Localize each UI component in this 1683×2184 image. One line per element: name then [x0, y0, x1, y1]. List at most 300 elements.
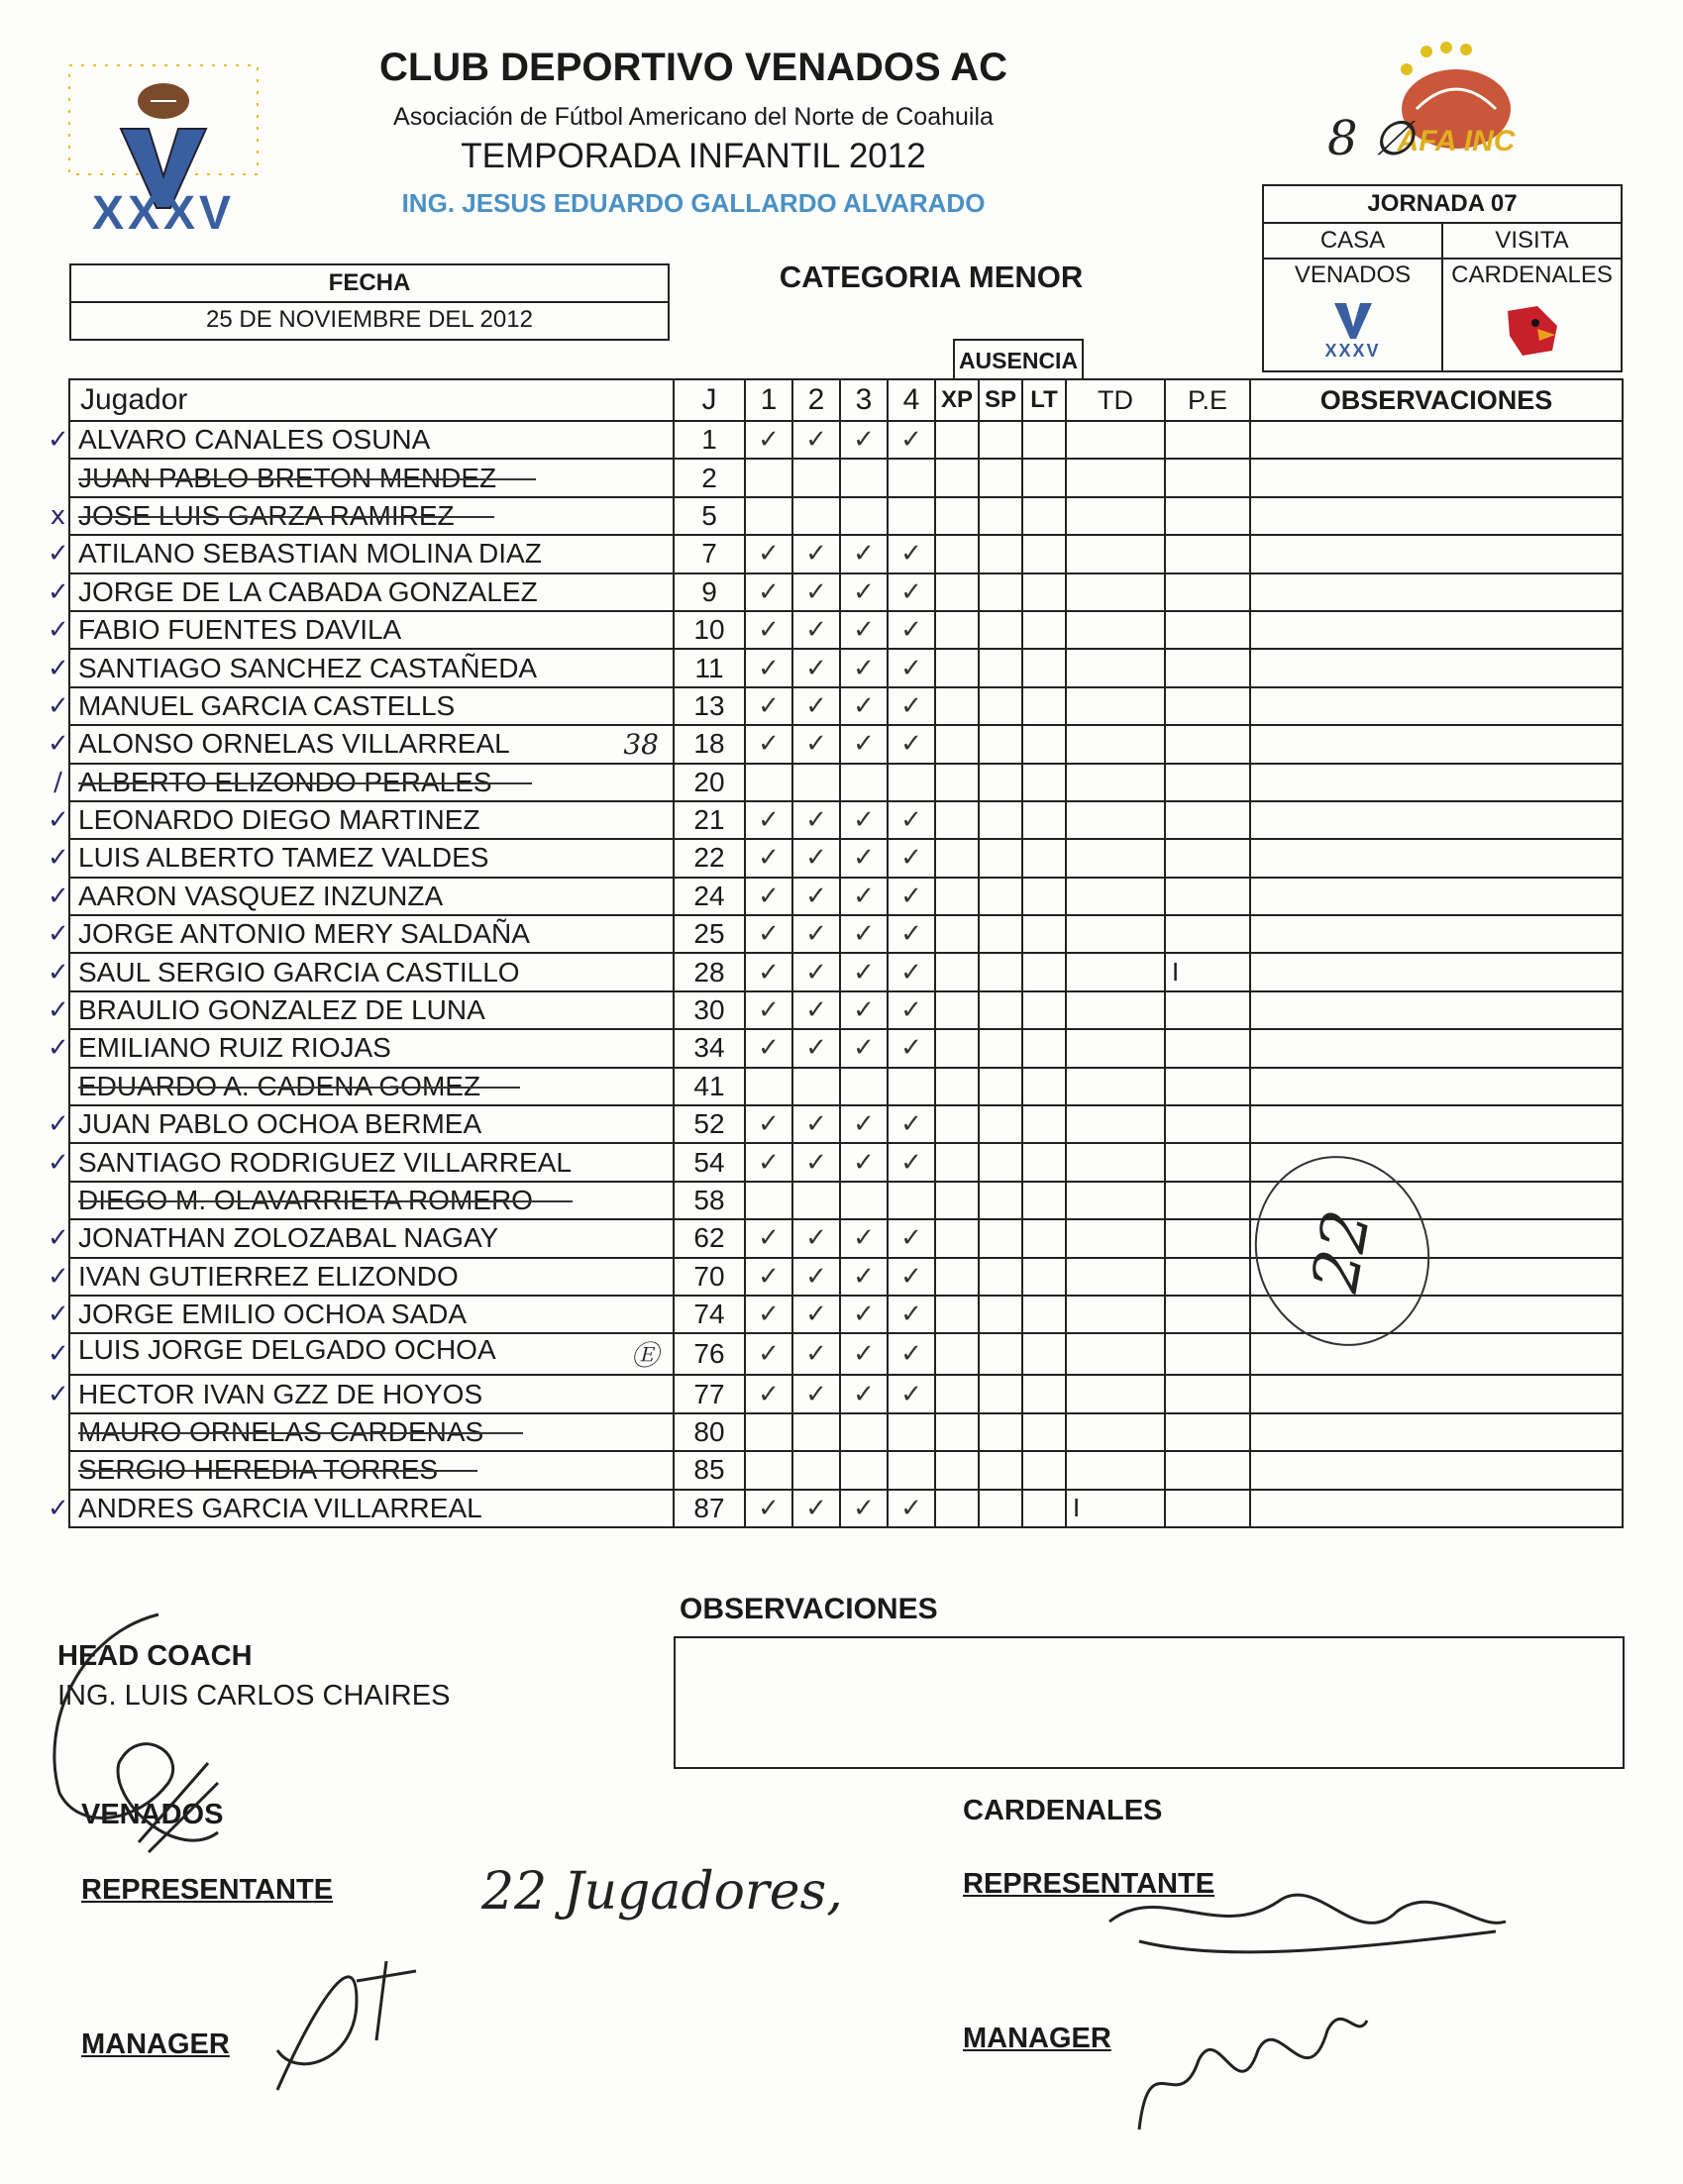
player-name: [69, 801, 674, 839]
header-q3: 3: [840, 379, 888, 421]
observaciones-box: [674, 1636, 1625, 1769]
margin-mark-text: ✓: [48, 729, 69, 760]
td-cell: [1066, 649, 1165, 686]
player-number: [674, 1029, 745, 1067]
observaciones-cell: [1250, 1068, 1623, 1105]
quarter-3-check: [840, 878, 888, 915]
player-number-text: 24: [693, 880, 725, 911]
player-name-text: JUAN PABLO OCHOA BERMEA: [78, 1108, 482, 1140]
quarter-1-check-text: ✓: [758, 881, 780, 911]
jornada-title: JORNADA 07: [1367, 190, 1518, 217]
player-number-text: 9: [701, 575, 717, 607]
pe-cell: [1165, 535, 1250, 572]
quarter-1-check: [745, 1375, 792, 1412]
quarter-1-check: [745, 611, 792, 649]
player-name: [69, 764, 674, 801]
xp-cell: [935, 1258, 979, 1296]
quarter-3-check: [840, 1143, 888, 1181]
player-name-text: SANTIAGO RODRIGUEZ VILLARREAL: [78, 1146, 572, 1178]
quarter-4-check-text: ✓: [900, 1493, 922, 1523]
margin-mark: [48, 1296, 69, 1333]
quarter-1-check: [745, 1143, 792, 1181]
player-number: [674, 801, 745, 839]
player-number-text: 7: [701, 538, 717, 570]
margin-mark: [48, 1375, 69, 1412]
quarter-1-check: [745, 764, 792, 801]
player-name-text: HECTOR IVAN GZZ DE HOYOS: [78, 1378, 483, 1409]
td-cell: [1066, 1451, 1165, 1489]
player-number: [674, 1143, 745, 1181]
margin-mark-text: ✓: [48, 1261, 69, 1292]
observaciones-cell: [1250, 687, 1623, 725]
handwritten-note: Ⓔ: [630, 1339, 659, 1373]
pe-cell: [1165, 1219, 1250, 1257]
quarter-1-check: [745, 1451, 792, 1489]
lt-cell: [1022, 611, 1066, 649]
xp-cell: [935, 991, 979, 1029]
player-number: [674, 764, 745, 801]
sp-cell: [979, 878, 1022, 915]
margin-mark: [48, 953, 69, 990]
quarter-4-check: [888, 1029, 935, 1067]
casa-team: VENADOS: [1264, 260, 1443, 291]
head-coach-signature-icon: [20, 1605, 258, 1902]
observaciones-cell: [1250, 953, 1623, 990]
quarter-4-check-text: ✓: [900, 957, 922, 988]
quarter-2-check: [792, 1333, 840, 1375]
player-name-text: ALVARO CANALES OSUNA: [78, 424, 431, 456]
head-coach-name: ING. LUIS CARLOS CHAIRES: [57, 1680, 451, 1712]
player-name: [69, 991, 674, 1029]
margin-mark: [48, 1490, 69, 1527]
quarter-2-check-text: ✓: [805, 1109, 827, 1140]
pe-cell: [1165, 1413, 1250, 1451]
td-cell: [1066, 878, 1165, 915]
quarter-1-check: [745, 497, 792, 535]
quarter-3-check: [840, 1182, 888, 1219]
quarter-2-check: [792, 1219, 840, 1257]
quarter-3-check-text: ✓: [853, 957, 875, 988]
pe-cell: [1165, 1105, 1250, 1143]
margin-mark-text: ✓: [48, 919, 69, 950]
player-number-text: 77: [693, 1378, 725, 1409]
margin-mark: [48, 839, 69, 877]
quarter-2-check-text: ✓: [805, 425, 827, 456]
quarter-1-check: [745, 1333, 792, 1375]
quarter-3-check: [840, 497, 888, 535]
margin-mark: [48, 1029, 69, 1067]
player-name: [69, 497, 674, 535]
quarter-1-check: [745, 535, 792, 572]
td-cell: [1066, 953, 1165, 990]
lt-cell: [1022, 839, 1066, 877]
player-name: [69, 1068, 674, 1105]
player-name-text: MANUEL GARCIA CASTELLS: [78, 689, 456, 721]
quarter-4-check: [888, 1490, 935, 1527]
jornada-box: [1262, 184, 1623, 372]
td-cell: [1066, 1143, 1165, 1181]
player-number: [674, 535, 745, 572]
player-name-text: EMILIANO RUIZ RIOJAS: [78, 1032, 391, 1064]
quarter-1-check-text: ✓: [758, 539, 780, 570]
observaciones-cell: [1250, 915, 1623, 953]
header-xp: XP: [935, 379, 979, 421]
ausencia-label: AUSENCIA: [953, 339, 1084, 380]
quarter-1-check: [745, 1219, 792, 1257]
home-representante-label: REPRESENTANTE: [81, 1874, 334, 1906]
pe-cell: [1165, 421, 1250, 459]
quarter-1-check-text: ✓: [758, 1300, 780, 1330]
visita-team: CARDENALES: [1451, 261, 1613, 288]
quarter-3-check-text: ✓: [853, 1109, 875, 1140]
player-number-text: 87: [693, 1492, 725, 1523]
quarter-4-check: [888, 497, 935, 535]
quarter-4-check-text: ✓: [900, 615, 922, 646]
player-number-text: 76: [693, 1338, 725, 1370]
quarter-1-check-text: ✓: [758, 1379, 780, 1409]
left-logo-text: XXXV: [91, 187, 236, 240]
player-number-text: 5: [701, 499, 717, 531]
table-row: [48, 1375, 1623, 1412]
player-name-text: JORGE DE LA CABADA GONZALEZ: [78, 575, 538, 607]
quarter-2-check-text: ✓: [805, 919, 827, 950]
header-sp: SP: [979, 379, 1022, 421]
margin-mark: [48, 1413, 69, 1451]
quarter-3-check: [840, 1375, 888, 1412]
quarter-2-check: [792, 1413, 840, 1451]
quarter-1-check: [745, 687, 792, 725]
xp-cell: [935, 1219, 979, 1257]
quarter-1-check-text: ✓: [758, 1493, 780, 1523]
player-number: [674, 649, 745, 686]
quarter-2-check-text: ✓: [805, 1339, 827, 1370]
quarter-2-check-text: ✓: [805, 1261, 827, 1292]
observaciones-cell: [1250, 839, 1623, 877]
player-number: [674, 839, 745, 877]
xp-cell: [935, 801, 979, 839]
xp-cell: [935, 1375, 979, 1412]
quarter-2-check-text: ✓: [805, 729, 827, 760]
player-number: [674, 459, 745, 496]
quarter-4-check-text: ✓: [900, 1339, 922, 1370]
quarter-1-check-text: ✓: [758, 1223, 780, 1254]
player-name: [69, 725, 674, 763]
quarter-2-check: [792, 1258, 840, 1296]
td-cell: [1066, 1490, 1165, 1527]
margin-mark: [48, 421, 69, 459]
player-number: [674, 953, 745, 990]
casa-label: CASA: [1264, 224, 1443, 258]
xp-cell: [935, 497, 979, 535]
player-number-text: 62: [693, 1222, 725, 1254]
quarter-2-check-text: ✓: [805, 1493, 827, 1523]
quarter-1-check-text: ✓: [758, 690, 780, 721]
player-name: [69, 1219, 674, 1257]
quarter-3-check: [840, 1413, 888, 1451]
quarter-2-check: [792, 421, 840, 459]
margin-mark: [48, 764, 69, 801]
pe-cell-text: I: [1172, 957, 1180, 988]
pe-cell: [1165, 764, 1250, 801]
sp-cell: [979, 421, 1022, 459]
pe-cell: [1165, 1143, 1250, 1181]
player-number-text: 58: [693, 1185, 725, 1215]
pe-cell: [1165, 1490, 1250, 1527]
xp-cell: [935, 1029, 979, 1067]
td-cell: [1066, 915, 1165, 953]
observaciones-cell: [1250, 878, 1623, 915]
player-name: [69, 687, 674, 725]
quarter-3-check: [840, 573, 888, 611]
quarter-2-check: [792, 1105, 840, 1143]
away-manager-label: MANAGER: [963, 2023, 1111, 2054]
table-row: [48, 611, 1623, 649]
quarter-2-check: [792, 497, 840, 535]
xp-cell: [935, 1182, 979, 1219]
quarter-1-check: [745, 1258, 792, 1296]
quarter-4-check-text: ✓: [900, 690, 922, 721]
quarter-3-check: [840, 535, 888, 572]
quarter-2-check: [792, 649, 840, 686]
margin-mark-text: ✓: [48, 1109, 69, 1140]
margin-mark: [48, 991, 69, 1029]
quarter-4-check-text: ✓: [900, 1109, 922, 1140]
quarter-1-check-text: ✓: [758, 1339, 780, 1370]
table-row: [48, 1333, 1623, 1375]
observaciones-cell: [1250, 1375, 1623, 1412]
td-cell: [1066, 497, 1165, 535]
quarter-4-check-text: ✓: [900, 881, 922, 911]
quarter-1-check: [745, 953, 792, 990]
lt-cell: [1022, 1333, 1066, 1375]
pe-cell: [1165, 878, 1250, 915]
margin-mark-text: ✓: [48, 1379, 69, 1409]
quarter-2-check-text: ✓: [805, 539, 827, 570]
quarter-1-check: [745, 1296, 792, 1333]
quarter-4-check-text: ✓: [900, 425, 922, 456]
xp-cell: [935, 915, 979, 953]
xp-cell: [935, 1413, 979, 1451]
header-observaciones: OBSERVACIONES: [1250, 379, 1623, 421]
sp-cell: [979, 1333, 1022, 1375]
pe-cell: [1165, 459, 1250, 496]
lt-cell: [1022, 1182, 1066, 1219]
quarter-1-check: [745, 649, 792, 686]
quarter-3-check: [840, 1029, 888, 1067]
sp-cell: [979, 687, 1022, 725]
player-name: [69, 1490, 674, 1527]
margin-mark-text: ✓: [48, 805, 69, 836]
quarter-2-check-text: ✓: [805, 957, 827, 988]
lt-cell: [1022, 497, 1066, 535]
quarter-3-check: [840, 1068, 888, 1105]
handwritten-player-count: 22 Jugadores,: [481, 1862, 843, 1922]
quarter-3-check-text: ✓: [853, 425, 875, 456]
margin-mark: [48, 1068, 69, 1105]
quarter-4-check-text: ✓: [900, 1261, 922, 1292]
player-number-text: 13: [693, 689, 725, 721]
observaciones-cell: [1250, 1105, 1623, 1143]
quarter-4-check: [888, 1105, 935, 1143]
quarter-4-check: [888, 421, 935, 459]
lt-cell: [1022, 1029, 1066, 1067]
observaciones-title: OBSERVACIONES: [680, 1593, 938, 1625]
quarter-4-check: [888, 764, 935, 801]
margin-mark-text: ✓: [48, 576, 69, 607]
home-manager-signature-icon: [238, 1922, 436, 2100]
quarter-2-check-text: ✓: [805, 805, 827, 836]
quarter-2-check-text: ✓: [805, 615, 827, 646]
quarter-1-check-text: ✓: [758, 805, 780, 836]
quarter-4-check-text: ✓: [900, 919, 922, 950]
observaciones-cell: [1250, 764, 1623, 801]
td-cell: [1066, 801, 1165, 839]
player-name: [69, 1182, 674, 1219]
quarter-3-check-text: ✓: [853, 690, 875, 721]
xp-cell: [935, 1490, 979, 1527]
observaciones-cell: [1250, 1451, 1623, 1489]
player-name-text: ANDRES GARCIA VILLARREAL: [78, 1492, 482, 1523]
observaciones-cell: [1250, 1490, 1623, 1527]
quarter-3-check-text: ✓: [853, 1339, 875, 1370]
header-jugador: Jugador: [69, 379, 674, 421]
player-name-text: EDUARDO A. CADENA GOMEZ: [78, 1070, 481, 1101]
quarter-3-check-text: ✓: [853, 1379, 875, 1409]
quarter-4-check-text: ✓: [900, 539, 922, 570]
margin-mark-text: ✓: [48, 843, 69, 874]
quarter-4-check: [888, 801, 935, 839]
home-manager-label: MANAGER: [81, 2028, 230, 2060]
header-pe: P.E: [1165, 379, 1250, 421]
margin-mark-text: ✓: [48, 1147, 69, 1178]
td-cell: [1066, 1068, 1165, 1105]
left-logo: [59, 59, 267, 240]
player-name-text: JUAN PABLO BRETON MENDEZ: [78, 462, 497, 493]
player-name: [69, 1375, 674, 1412]
sp-cell: [979, 764, 1022, 801]
quarter-3-check-text: ✓: [853, 539, 875, 570]
quarter-3-check-text: ✓: [853, 1261, 875, 1292]
player-name-text: ALBERTO ELIZONDO PERALES: [78, 766, 492, 797]
sp-cell: [979, 953, 1022, 990]
lt-cell: [1022, 1413, 1066, 1451]
quarter-1-check: [745, 991, 792, 1029]
sp-cell: [979, 991, 1022, 1029]
observaciones-cell: [1250, 497, 1623, 535]
player-name-text: SANTIAGO SANCHEZ CASTAÑEDA: [78, 652, 538, 683]
margin-mark-text: ✓: [48, 653, 69, 683]
player-number: [674, 1490, 745, 1527]
margin-mark-text: /: [53, 767, 62, 797]
pe-cell: [1165, 497, 1250, 535]
quarter-3-check-text: ✓: [853, 615, 875, 646]
margin-mark-text: ✓: [48, 539, 69, 570]
player-name-text: JOSE LUIS GARZA RAMIREZ: [78, 499, 455, 531]
margin-mark: [48, 1143, 69, 1181]
quarter-3-check: [840, 725, 888, 763]
xp-cell: [935, 535, 979, 572]
pe-cell: [1165, 725, 1250, 763]
pe-cell: [1165, 953, 1250, 990]
quarter-4-check: [888, 878, 935, 915]
margin-mark: [48, 535, 69, 572]
quarter-3-check: [840, 1451, 888, 1489]
header-q1: 1: [745, 379, 792, 421]
pe-cell: [1165, 1029, 1250, 1067]
quarter-2-check: [792, 1143, 840, 1181]
lt-cell: [1022, 878, 1066, 915]
margin-mark: [48, 1333, 69, 1375]
margin-mark: [48, 725, 69, 763]
xp-cell: [935, 687, 979, 725]
quarter-4-check-text: ✓: [900, 1300, 922, 1330]
quarter-2-check: [792, 459, 840, 496]
quarter-1-check-text: ✓: [758, 576, 780, 607]
quarter-1-check: [745, 878, 792, 915]
margin-mark-text: x: [50, 500, 66, 531]
player-number-text: 80: [693, 1415, 725, 1447]
table-row: [48, 725, 1623, 763]
quarter-4-check-text: ✓: [900, 1033, 922, 1064]
td-cell: [1066, 1029, 1165, 1067]
quarter-1-check: [745, 1105, 792, 1143]
quarter-3-check: [840, 687, 888, 725]
table-row: [48, 839, 1623, 877]
quarter-2-check-text: ✓: [805, 1147, 827, 1178]
player-number-text: 20: [693, 766, 725, 797]
pe-cell: [1165, 1296, 1250, 1333]
sp-cell: [979, 1029, 1022, 1067]
margin-mark: [48, 801, 69, 839]
player-name: [69, 915, 674, 953]
observaciones-cell: [1250, 459, 1623, 496]
quarter-3-check-text: ✓: [853, 1223, 875, 1254]
player-name-text: ATILANO SEBASTIAN MOLINA DIAZ: [78, 538, 542, 570]
player-name-text: LUIS JORGE DELGADO OCHOA: [78, 1334, 496, 1366]
quarter-3-check-text: ✓: [853, 1033, 875, 1064]
quarter-2-check: [792, 915, 840, 953]
xp-cell: [935, 1068, 979, 1105]
sp-cell: [979, 1105, 1022, 1143]
xp-cell: [935, 953, 979, 990]
td-cell: [1066, 535, 1165, 572]
pe-cell: [1165, 915, 1250, 953]
quarter-4-check: [888, 459, 935, 496]
quarter-3-check-text: ✓: [853, 1300, 875, 1330]
table-row: [48, 459, 1623, 496]
td-cell: [1066, 839, 1165, 877]
player-number: [674, 1375, 745, 1412]
away-representante-signature-icon: [1100, 1862, 1516, 1971]
quarter-2-check-text: ✓: [805, 1033, 827, 1064]
quarter-1-check: [745, 459, 792, 496]
quarter-1-check-text: ✓: [758, 919, 780, 950]
quarter-2-check: [792, 1068, 840, 1105]
observaciones-cell: [1250, 649, 1623, 686]
table-row: [48, 878, 1623, 915]
td-cell: [1066, 1413, 1165, 1451]
player-name: [69, 649, 674, 686]
player-number: [674, 1219, 745, 1257]
quarter-1-check-text: ✓: [758, 425, 780, 456]
lt-cell: [1022, 991, 1066, 1029]
lt-cell: [1022, 1258, 1066, 1296]
lt-cell: [1022, 764, 1066, 801]
quarter-3-check: [840, 421, 888, 459]
quarter-3-check: [840, 764, 888, 801]
table-header-row: [48, 379, 1623, 421]
quarter-4-check-text: ✓: [900, 805, 922, 836]
